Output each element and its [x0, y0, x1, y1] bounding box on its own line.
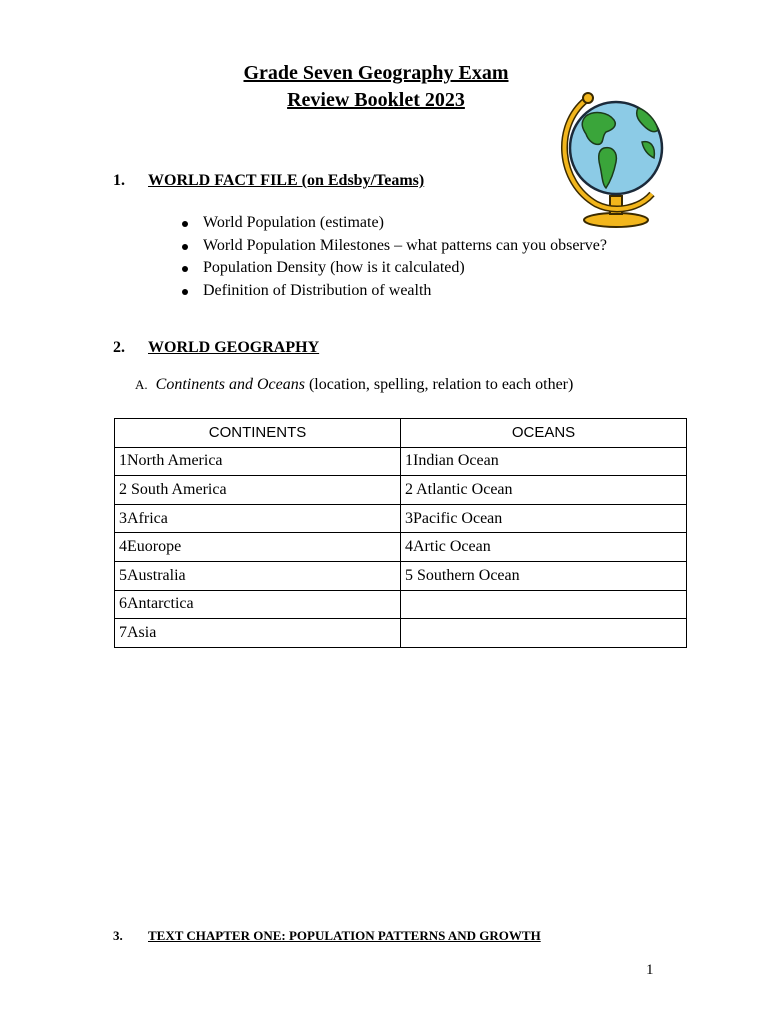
table-row [115, 447, 687, 476]
subsection-italic-title: Continents and Oceans [155, 376, 305, 393]
table-cell: 6Antarctica [115, 590, 401, 619]
document-title: Grade Seven Geography Exam [243, 62, 509, 84]
section-3-number: 3. [113, 928, 123, 943]
table-cell: 1Indian Ocean [401, 447, 687, 476]
subsection-a [135, 376, 573, 394]
table-cell [401, 619, 687, 648]
column-header-oceans: OCEANS [401, 419, 687, 448]
section-1-heading: WORLD FACT FILE (on Edsby/Teams) [148, 172, 425, 189]
section-3-heading: TEXT CHAPTER ONE: POPULATION PATTERNS AND GROWTH [148, 928, 541, 943]
page-number: 1 [646, 962, 654, 978]
subsection-description: (location, spelling, relation to each other) [304, 376, 574, 393]
table-row [115, 619, 687, 648]
table-cell: 4Euorope [115, 533, 401, 562]
bullet-item: Definition of Distribution of wealth [182, 280, 607, 303]
globe-icon [556, 86, 670, 232]
table-row [115, 504, 687, 533]
table-row [115, 533, 687, 562]
table-cell: 1North America [115, 447, 401, 476]
table-cell: 2 South America [115, 476, 401, 505]
table-cell [401, 590, 687, 619]
table-row [115, 561, 687, 590]
section-2-heading: WORLD GEOGRAPHY [148, 339, 320, 356]
table-cell: 5Australia [115, 561, 401, 590]
section-1-bullet-list [182, 212, 607, 303]
table-cell: 7Asia [115, 619, 401, 648]
table-cell: 5 Southern Ocean [401, 561, 687, 590]
bullet-item: Population Density (how is it calculated) [182, 257, 607, 280]
continents-oceans-table [114, 418, 687, 648]
table-row [115, 590, 687, 619]
table-cell: 3Africa [115, 504, 401, 533]
subsection-letter: A. [135, 377, 148, 392]
section-2-number: 2. [113, 339, 125, 356]
document-subtitle: Review Booklet 2023 [287, 89, 465, 111]
bullet-item: World Population (estimate) [182, 212, 607, 235]
table-header-row [115, 419, 687, 448]
bullet-item: World Population Milestones – what patterns can you observe? [182, 235, 607, 258]
table-cell: 3Pacific Ocean [401, 504, 687, 533]
column-header-continents: CONTINENTS [115, 419, 401, 448]
table-cell: 2 Atlantic Ocean [401, 476, 687, 505]
table-cell: 4Artic Ocean [401, 533, 687, 562]
section-1-number: 1. [113, 172, 125, 189]
table-row [115, 476, 687, 505]
